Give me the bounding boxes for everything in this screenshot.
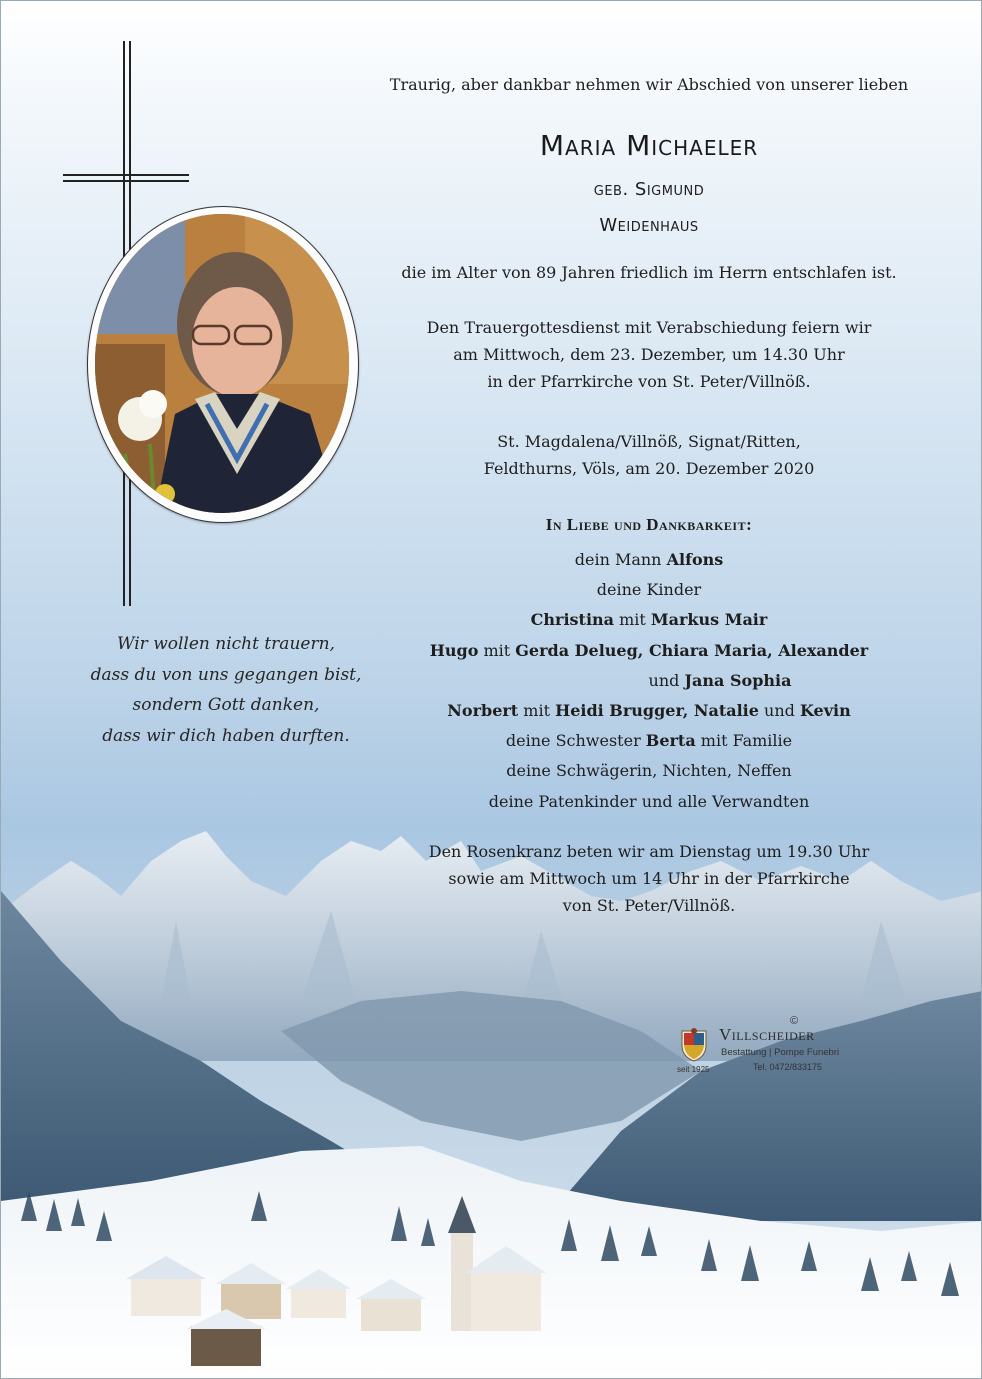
mourner-text: mit [614,610,651,630]
mourner-line [381,696,917,726]
mourner-text: mit Familie [695,731,793,751]
rosary-line: Den Rosenkranz beten wir am Dienstag um 19.30 Uhr [428,842,870,861]
intro-line: Traurig, aber dankbar nehmen wir Abschied von unserer lieben [389,75,909,94]
mourner-line: deine Patenkinder und alle Verwandten [488,791,810,811]
funeral-home-phone: Tel. 0472/833175 [753,1062,823,1072]
quote-line: Wir wollen nicht trauern, [117,634,335,654]
signature-heading: In Liebe und Dankbarkeit: [545,515,753,534]
death-line: die im Alter von 89 Jahren friedlich im Herrn entschlafen ist. [401,263,897,282]
mourner-text: deine Schwester [505,731,646,751]
mourner-name: Heidi Brugger, Natalie [555,701,759,721]
copyright-symbol: © [790,1015,799,1027]
portrait-photo [95,214,349,513]
rosary-info [381,838,917,919]
mourner-name: Jana Sophia [684,670,792,690]
portrait-frame [87,206,359,523]
mourner-name: Kevin [799,701,851,721]
place-date-line: St. Magdalena/Villnöß, Signat/Ritten, [497,432,801,451]
mourner-line [381,545,917,575]
cross-horizontal-bar [63,180,189,182]
funeral-home-subtitle: Bestattung | Pompe Funebri [721,1047,840,1058]
mourner-text: mit [478,640,516,660]
mourner-text: mit [518,701,556,721]
maiden-name: geb. Sigmund [593,179,705,200]
funeral-home-name: Villscheider [719,1025,815,1044]
funeral-home-emblem-icon [679,1027,709,1063]
rosary-line: von St. Peter/Villnöß. [562,896,736,915]
mourner-text: und [758,701,800,721]
funeral-home-since: seit 1925 [677,1065,710,1074]
mourner-name: Gerda Delueg, Chiara Maria, Alexander [515,640,869,660]
quote-line: sondern Gott danken, [132,695,320,715]
funeral-home-logo [677,1015,867,1079]
memorial-quote [61,629,391,751]
mourner-line [381,636,917,666]
service-line: in der Pfarrkirche von St. Peter/Villnöß. [487,372,811,391]
deceased-name: Maria Michaeler [539,129,759,162]
quote-line: dass wir dich haben durften. [102,725,350,746]
mourner-name: Christina [530,610,615,630]
mourner-line [381,605,917,635]
mourner-line: deine Schwägerin, Nichten, Neffen [506,761,792,781]
mourner-line [381,726,917,756]
mourner-text: und [648,670,685,690]
mourner-name: Alfons [666,550,724,569]
mourner-name: Norbert [447,701,519,721]
mourner-name: Berta [645,731,696,751]
house-name: Weidenhaus [599,215,699,236]
place-date [381,428,917,482]
service-line: am Mittwoch, dem 23. Dezember, um 14.30 Uhr [453,345,845,364]
rosary-line: sowie am Mittwoch um 14 Uhr in der Pfarrkirche [448,869,850,888]
mourner-line: deine Kinder [596,580,702,600]
mourner-line [381,666,917,696]
mourner-name: Hugo [429,640,479,660]
mourners-list [381,545,917,817]
cross-horizontal-bar [63,174,189,176]
quote-line: dass du von uns gegangen bist, [90,664,362,685]
service-line: Den Trauergottesdienst mit Verabschiedung feiern wir [426,318,872,337]
mourner-text: dein Mann [574,550,667,569]
place-date-line: Feldthurns, Völs, am 20. Dezember 2020 [483,459,815,478]
service-info [381,314,917,395]
mourner-name: Markus Mair [650,610,768,630]
